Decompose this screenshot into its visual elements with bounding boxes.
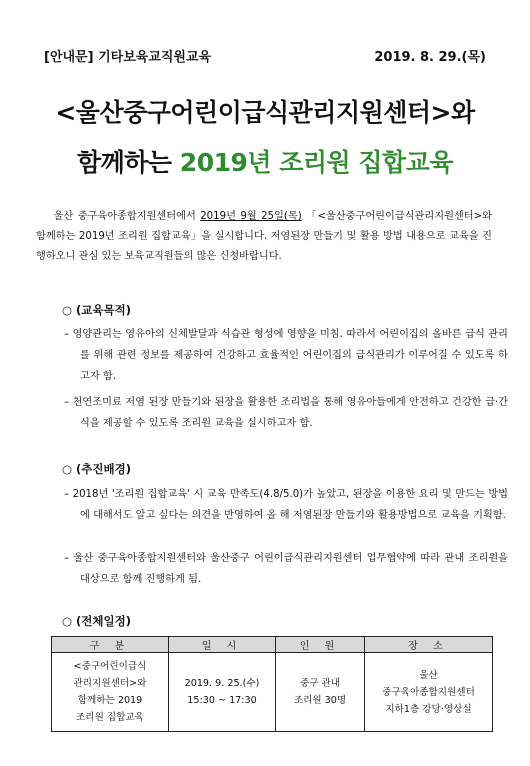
cell-category-line: <중구어린이급식 <box>73 661 147 672</box>
intro-part1: 울산 중구육아종합지원센터에서 <box>53 211 201 222</box>
cell-place-line: 지하1층 강당·영상실 <box>385 703 472 715</box>
table-header-row <box>52 637 493 653</box>
cell-people-line: 중구 관내 <box>299 678 341 689</box>
cell-datetime <box>169 653 276 732</box>
background-item-1: – 2018년 '조리원 집합교육' 시 교육 만족도(4.8/5.0)가 높았고, 된장을 이용한 요리 및 만드는 방법에 대해서도 알고 싶다는 의견을 반영하여 올 해 저염된장 만들기와 활용방법으로 교육을 기획함. <box>64 489 508 521</box>
column-header-category: 구 분 <box>52 637 169 653</box>
purpose-item-1: – 영양관리는 영유아의 신체발달과 식습관 형성에 영향을 미침. 따라서 어린이집의 올바른 급식 관리를 위해 관련 정보를 제공하여 건강하고 효율적인 어린이집의 급식관리가 이루어질 수 있도록 하고자 함. <box>64 329 508 382</box>
notice-date: 2019. 8. 29.(목) <box>374 50 486 65</box>
cell-place-line: 중구육아종합지원센터 <box>382 686 475 698</box>
cell-category-line: 조리원 집합교육 <box>76 712 144 723</box>
title-line-1: <울산중구어린이급식관리지원센터>와 <box>55 98 475 127</box>
cell-people-line: 조리원 30명 <box>293 695 347 706</box>
column-header-place: 장 소 <box>365 637 493 653</box>
table-row <box>52 653 493 732</box>
column-header-datetime: 일 시 <box>169 637 276 653</box>
cell-category <box>52 653 169 732</box>
title-prefix: 함께하는 <box>76 148 180 177</box>
cell-place <box>365 653 493 732</box>
schedule-table <box>51 636 493 732</box>
title-line-2 <box>0 143 530 179</box>
intro-date: 2019년 9월 25일(목) <box>200 211 302 222</box>
notice-label: [안내문] 기타보육교직원교육 <box>44 50 212 65</box>
cell-place-line: 울산 <box>419 669 438 681</box>
cell-datetime-line: 2019. 9. 25.(수) <box>184 678 260 689</box>
background-item-2: – 울산 중구육아종합지원센터와 울산중구 어린이급식관리지원센터 업무협약에 따라 관내 조리원을 대상으로 함께 진행하게 됨. <box>64 553 508 585</box>
intro-paragraph <box>36 207 492 267</box>
purpose-heading: ○ (교육목적) <box>62 303 131 317</box>
title-highlight: 2019년 조리원 집합교육 <box>179 148 453 177</box>
column-header-people: 인 원 <box>276 637 365 653</box>
purpose-item-2: – 천연조미료 저염 된장 만들기와 된장을 활용한 조리법을 통해 영유아들에게 안전하고 건강한 급·간식을 제공할 수 있도록 조리원 교육을 실시하고자 함. <box>64 397 508 429</box>
intro-part2: 「<울산중구어린이급식관리지원센터>와 함께하는 2019년 조리원 집합교육」을 실시합니다. 저염된장 만들기 및 활용 방법 내용으로 교육을 진행하오니 관심 있는 보육교직원들의 많은 신청바랍니다. <box>36 211 492 262</box>
schedule-heading: ○ (전체일정) <box>62 614 131 628</box>
notice-header <box>44 46 486 65</box>
background-heading: ○ (추진배경) <box>62 462 131 476</box>
cell-category-line: 함께하는 2019 <box>77 695 143 706</box>
cell-people <box>276 653 365 732</box>
cell-category-line: 관리지원센터>와 <box>73 678 147 689</box>
cell-datetime-line: 15:30 ~ 17:30 <box>187 695 257 706</box>
